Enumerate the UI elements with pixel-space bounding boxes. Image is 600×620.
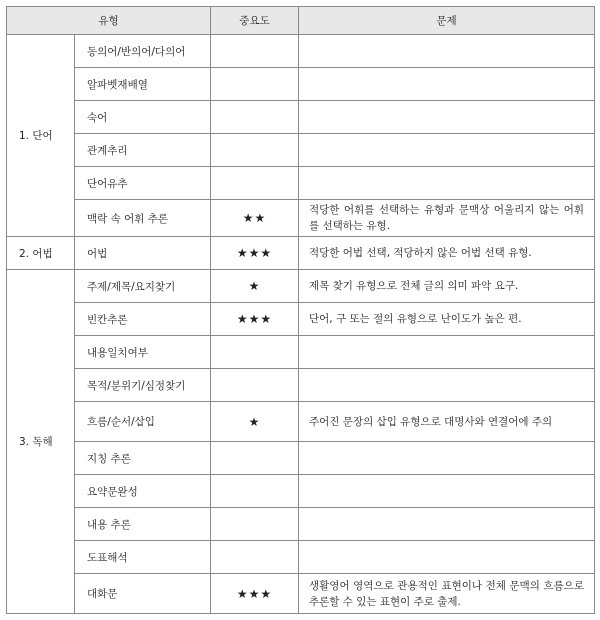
description-cell	[299, 336, 595, 369]
importance-cell: ★★★	[211, 237, 299, 270]
importance-cell: ★★★	[211, 303, 299, 336]
type-cell: 요약문완성	[75, 475, 211, 508]
question-type-table-wrapper	[6, 6, 594, 614]
type-cell: 지칭 추론	[75, 442, 211, 475]
type-cell: 어법	[75, 237, 211, 270]
importance-cell	[211, 35, 299, 68]
type-cell: 대화문	[75, 574, 211, 614]
table-row	[7, 336, 595, 369]
table-row	[7, 508, 595, 541]
table-header-row	[7, 7, 595, 35]
description-cell: 적당한 어법 선택, 적당하지 않은 어법 선택 유형.	[299, 237, 595, 270]
description-cell	[299, 475, 595, 508]
type-cell: 알파벳재배열	[75, 68, 211, 101]
type-cell: 관계추리	[75, 134, 211, 167]
importance-cell	[211, 101, 299, 134]
table-row	[7, 134, 595, 167]
type-cell: 숙어	[75, 101, 211, 134]
importance-cell	[211, 442, 299, 475]
importance-cell: ★	[211, 270, 299, 303]
type-cell: 동의어/반의어/다의어	[75, 35, 211, 68]
importance-cell	[211, 336, 299, 369]
description-cell	[299, 167, 595, 200]
type-cell: 목적/분위기/심정찾기	[75, 369, 211, 402]
table-row	[7, 200, 595, 237]
importance-cell	[211, 167, 299, 200]
type-cell: 주제/제목/요지찾기	[75, 270, 211, 303]
header-problem: 문제	[299, 7, 595, 35]
importance-cell: ★★★	[211, 574, 299, 614]
importance-cell: ★★	[211, 200, 299, 237]
table-row	[7, 270, 595, 303]
header-type: 유형	[7, 7, 211, 35]
description-cell	[299, 68, 595, 101]
description-cell: 단어, 구 또는 절의 유형으로 난이도가 높은 편.	[299, 303, 595, 336]
description-cell	[299, 442, 595, 475]
importance-cell	[211, 541, 299, 574]
table-row	[7, 442, 595, 475]
importance-cell	[211, 508, 299, 541]
question-type-table	[6, 6, 595, 614]
table-row	[7, 475, 595, 508]
description-cell: 제목 찾기 유형으로 전체 글의 의미 파악 요구.	[299, 270, 595, 303]
type-cell: 단어유추	[75, 167, 211, 200]
importance-cell	[211, 369, 299, 402]
table-row	[7, 237, 595, 270]
table-row	[7, 574, 595, 614]
table-row	[7, 541, 595, 574]
table-row	[7, 101, 595, 134]
type-cell: 도표해석	[75, 541, 211, 574]
header-importance: 중요도	[211, 7, 299, 35]
description-cell	[299, 134, 595, 167]
type-cell: 내용일치여부	[75, 336, 211, 369]
category-cell: 1. 단어	[7, 35, 75, 237]
table-row	[7, 402, 595, 442]
table-row	[7, 167, 595, 200]
importance-cell	[211, 68, 299, 101]
description-cell	[299, 541, 595, 574]
importance-cell	[211, 134, 299, 167]
description-cell	[299, 35, 595, 68]
category-cell: 3. 독해	[7, 270, 75, 614]
description-cell	[299, 101, 595, 134]
table-row	[7, 303, 595, 336]
importance-cell: ★	[211, 402, 299, 442]
table-row	[7, 369, 595, 402]
type-cell: 맥락 속 어휘 추론	[75, 200, 211, 237]
description-cell: 주어진 문장의 삽입 유형으로 대명사와 연결어에 주의	[299, 402, 595, 442]
importance-cell	[211, 475, 299, 508]
category-cell: 2. 어법	[7, 237, 75, 270]
type-cell: 내용 추론	[75, 508, 211, 541]
table-row	[7, 68, 595, 101]
type-cell: 흐름/순서/삽입	[75, 402, 211, 442]
description-cell	[299, 369, 595, 402]
description-cell	[299, 508, 595, 541]
table-row	[7, 35, 595, 68]
type-cell: 빈칸추론	[75, 303, 211, 336]
description-cell: 적당한 어휘를 선택하는 유형과 문맥상 어울리지 않는 어휘를 선택하는 유형.	[299, 200, 595, 237]
description-cell: 생활영어 영역으로 관용적인 표현이나 전체 문맥의 흐름으로 추론할 수 있는 표현이 주로 출제.	[299, 574, 595, 614]
